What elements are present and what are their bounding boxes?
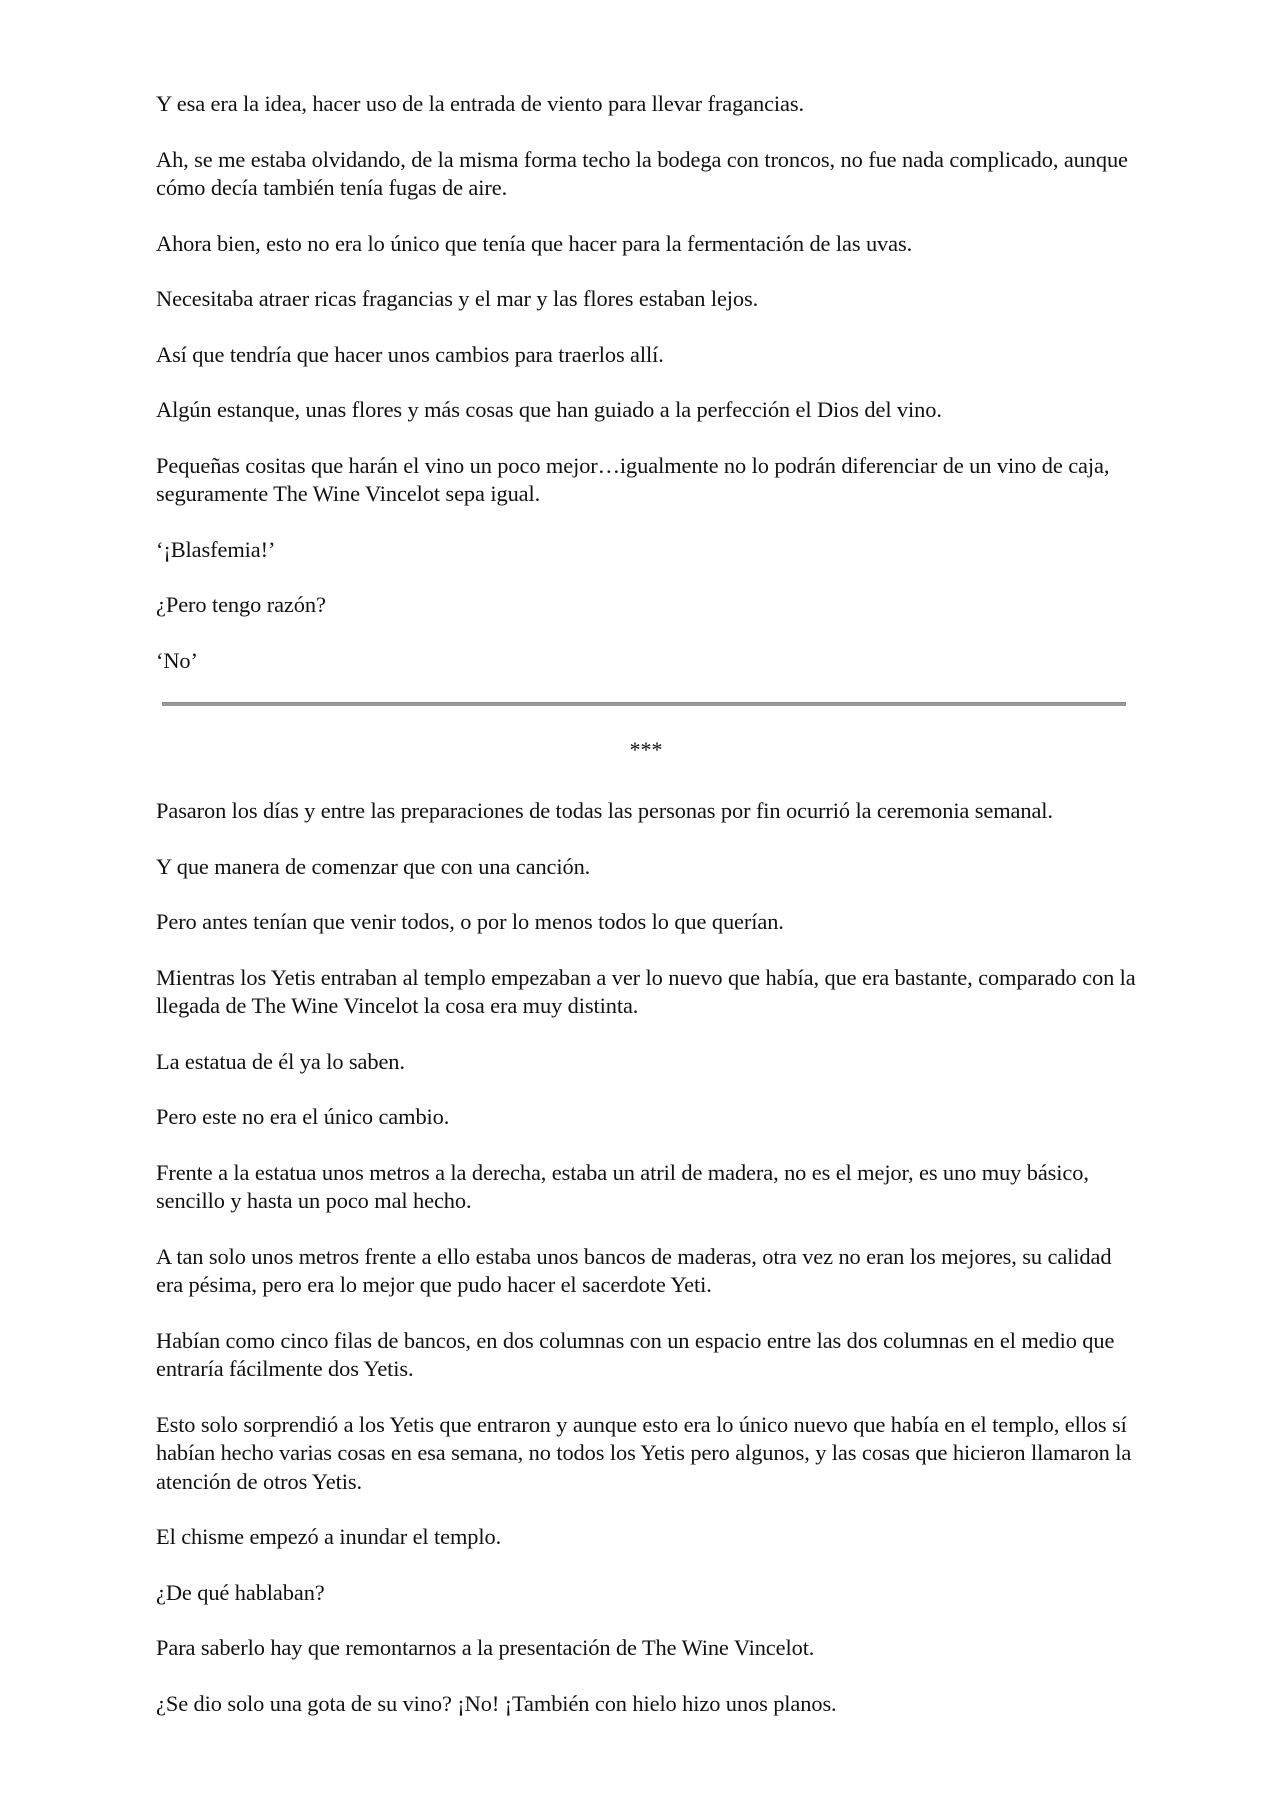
paragraph: Pero este no era el único cambio.	[156, 1104, 450, 1129]
paragraph: Y que manera de comenzar que con una canción.	[156, 853, 591, 879]
paragraph: Mientras los Yetis entraban al templo empezaban a ver lo nuevo que había, que era bastante, comparado con la llegada de The Wine Vincelot la cosa era muy distinta.	[156, 964, 1136, 1018]
paragraph: Así que tendría que hacer unos cambios para traerlos allí.	[156, 341, 664, 367]
dialogue-line: ‘¡Blasfemia!’	[156, 536, 276, 562]
paragraph: Pequeñas cositas que harán el vino un poco mejor…igualmente no lo podrán diferenciar de un vino de caja, seguramente The Wine Vincelot sepa igual.	[156, 452, 1110, 506]
paragraph: Pero antes tenían que venir todos, o por lo menos todos lo que querían.	[156, 909, 784, 934]
paragraph: A tan solo unos metros frente a ello estaba unos bancos de maderas, otra vez no eran los mejores, su calidad era pésima, pero era lo mejor que pudo hacer el sacerdote Yeti.	[156, 1243, 1112, 1297]
paragraph: Ah, se me estaba olvidando, de la misma forma techo la bodega con troncos, no fue nada complicado, aunque cómo decía también tenía fugas de aire.	[156, 146, 1128, 200]
paragraph: Algún estanque, unas flores y más cosas que han guiado a la perfección el Dios del vino.	[156, 397, 942, 422]
paragraph: Frente a la estatua unos metros a la derecha, estaba un atril de madera, no es el mejor, es uno muy básico, sencillo y hasta un poco mal hecho.	[156, 1159, 1089, 1213]
paragraph: Para saberlo hay que remontarnos a la presentación de The Wine Vincelot.	[156, 1635, 815, 1660]
dialogue-line: ‘No’	[156, 647, 198, 673]
document-page	[156, 90, 1136, 1745]
horizontal-rule-divider	[162, 702, 1126, 706]
paragraph: Y esa era la idea, hacer uso de la entrada de viento para llevar fragancias.	[156, 91, 805, 116]
paragraph: Ahora bien, esto no era lo único que tenía que hacer para la fermentación de las uvas.	[156, 230, 913, 256]
paragraph: El chisme empezó a inundar el templo.	[156, 1524, 502, 1549]
paragraph: ¿De qué hablaban?	[156, 1579, 325, 1605]
paragraph: Habían como cinco filas de bancos, en dos columnas con un espacio entre las dos columnas en el medio que entraría fácilmente dos Yetis.	[156, 1327, 1115, 1381]
paragraph: Esto solo sorprendió a los Yetis que entraron y aunque esto era lo único nuevo que había en el templo, ellos sí habían hecho varias cosas en esa semana, no todos los Yetis pero algunos, y las cosas que hicieron llamaron la atención de otros Yetis.	[156, 1411, 1132, 1494]
paragraph: ¿Se dio solo una gota de su vino? ¡No! ¡También con hielo hizo unos planos.	[156, 1690, 837, 1716]
paragraph: La estatua de él ya lo saben.	[156, 1048, 405, 1074]
paragraph: Necesitaba atraer ricas fragancias y el mar y las flores estaban lejos.	[156, 286, 759, 311]
scene-break: ***	[629, 737, 663, 762]
dialogue-line: ¿Pero tengo razón?	[156, 592, 326, 617]
paragraph: Pasaron los días y entre las preparaciones de todas las personas por fin ocurrió la ceremonia semanal.	[156, 798, 1053, 823]
